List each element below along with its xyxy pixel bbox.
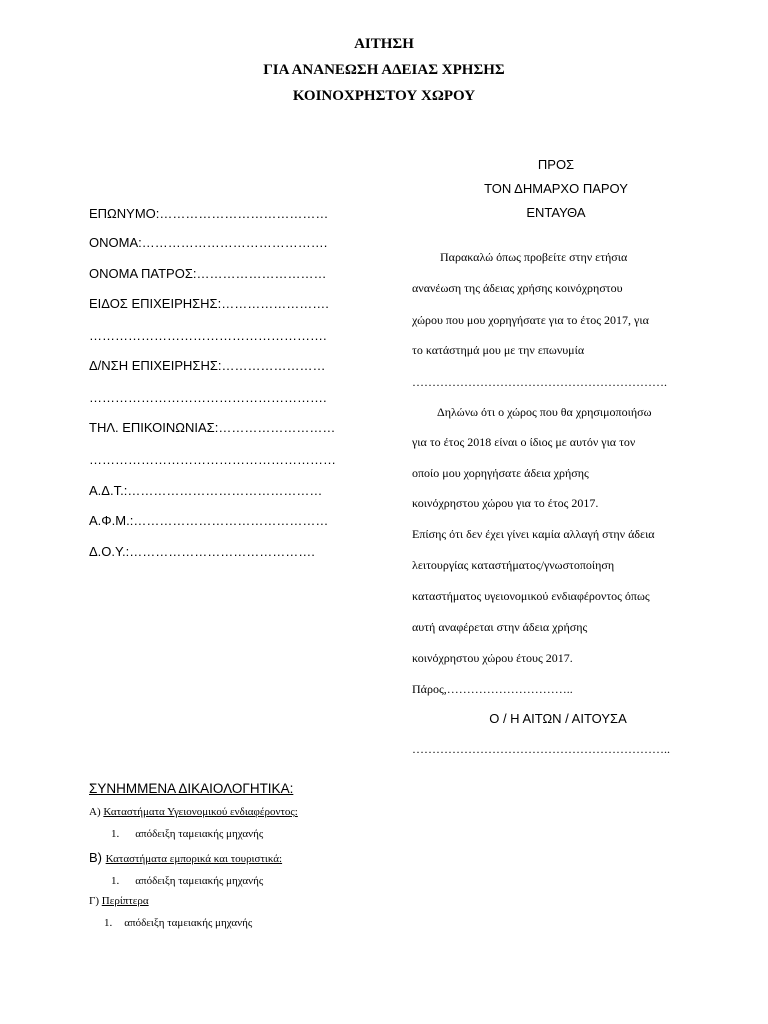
attachment-label: Περίπτερα [101,895,149,907]
recipient-to: ΠΡΟΣ [537,157,575,172]
field-id-card[interactable]: Α.Δ.Τ.:……………………………………… [89,483,323,498]
attachments-heading: ΣΥΝΗΜΜΕΝΑ ΔΙΚΑΙΟΛΟΓΗΤΙΚΑ: [89,781,294,796]
attachment-category-c [89,895,149,907]
statement-paragraph-line: Επίσης ότι δεν έχει γίνει καμία αλλαγή στην άδεια [412,527,655,541]
document-title-line3: ΚΟΙΝΟΧΡΗΣΤΟΥ ΧΩΡΟΥ [292,88,476,104]
field-tax-office[interactable]: Δ.Ο.Υ.:……………………………………. [89,544,315,559]
request-paragraph-line: το κατάστημά μου με την επωνυμία [412,343,585,357]
field-surname[interactable]: ΕΠΩΝΥΜΟ:………………………………… [89,206,329,221]
attachment-item-b [111,875,263,887]
field-business-type[interactable]: ΕΙΔΟΣ ΕΠΙΧΕΙΡΗΣΗΣ:……………………. [89,296,329,311]
field-business-address-cont[interactable]: ………………………………………………. [89,390,327,405]
request-paragraph-line: ανανέωση της άδειας χρήσης κοινόχρηστου [412,281,623,295]
field-phone-cont[interactable]: ………………………………………………… [89,452,336,467]
attachment-label: Καταστήματα Υγειονομικού ενδιαφέροντος: [103,806,298,818]
business-name-blank[interactable]: ………………………………………………………. [412,375,667,389]
statement-paragraph-line: κοινόχρηστου χώρου έτους 2017. [412,651,573,665]
field-name[interactable]: ΟΝΟΜΑ:……………………………………. [89,235,328,250]
field-tax-id[interactable]: Α.Φ.Μ.:……………………………………… [89,513,329,528]
declaration-paragraph-line: Δηλώνω ότι ο χώρος που θα χρησιμοποιήσω [437,405,652,419]
declaration-paragraph-line: για το έτος 2018 είναι ο ίδιος με αυτόν για τον [412,435,636,449]
list-number: 1. [111,828,120,840]
statement-paragraph-line: καταστήματος υγειονομικού ενδιαφέροντος όπως [412,589,650,603]
statement-paragraph-line: λειτουργίας καταστήματος/γνωστοποίηση [412,558,615,572]
attachment-item-a [111,828,263,840]
list-item: απόδειξη ταμειακής μηχανής [135,828,264,840]
field-business-type-cont[interactable]: ………………………………………………. [89,328,327,343]
field-phone[interactable]: ΤΗΛ. ΕΠΙΚΟΙΝΩΝΙΑΣ:……………………… [89,420,336,435]
list-item: απόδειξη ταμειακής μηχανής [124,917,253,929]
applicant-label: Ο / Η ΑΙΤΩΝ / ΑΙΤΟΥΣΑ [489,711,627,726]
document-title-line2: ΓΙΑ ΑΝΑΝΕΩΣΗ ΑΔΕΙΑΣ ΧΡΗΣΗΣ [263,62,505,78]
field-business-address[interactable]: Δ/ΝΣΗ ΕΠΙΧΕΙΡΗΣΗΣ:…………………… [89,358,326,373]
request-paragraph-line: Παρακαλώ όπως προβείτε στην ετήσια [440,250,628,264]
attachment-category-a [89,806,298,818]
attachment-prefix: Β) [89,850,106,865]
document-title: ΑΙΤΗΣΗ [354,36,414,52]
list-number: 1. [111,875,120,887]
attachment-category-b [89,850,282,865]
attachment-prefix: Γ) [89,895,102,907]
place-date-field[interactable]: Πάρος,………………………….. [412,682,573,696]
statement-paragraph-line: αυτή αναφέρεται στην άδεια χρήσης [412,620,588,634]
declaration-paragraph-line: κοινόχρηστου χώρου για το έτος 2017. [412,496,599,510]
field-father-name[interactable]: ΟΝΟΜΑ ΠΑΤΡΟΣ:………………………… [89,266,327,281]
signature-line[interactable]: ……………………………………………………….. [412,742,670,756]
attachment-label: Καταστήματα εμπορικά και τουριστικά: [105,853,283,865]
list-number: 1. [104,917,113,929]
declaration-paragraph-line: οποίο μου χορηγήσατε άδεια χρήσης [412,466,589,480]
attachment-prefix: Α) [89,806,104,818]
list-item: απόδειξη ταμειακής μηχανής [135,875,264,887]
recipient-mayor: ΤΟΝ ΔΗΜΑΡΧΟ ΠΑΡΟΥ [484,181,628,196]
request-paragraph-line: χώρου που μου χορηγήσατε για το έτος 2017, για [412,313,649,327]
recipient-here: ΕΝΤΑΥΘΑ [526,205,586,220]
attachment-item-c [104,917,252,929]
